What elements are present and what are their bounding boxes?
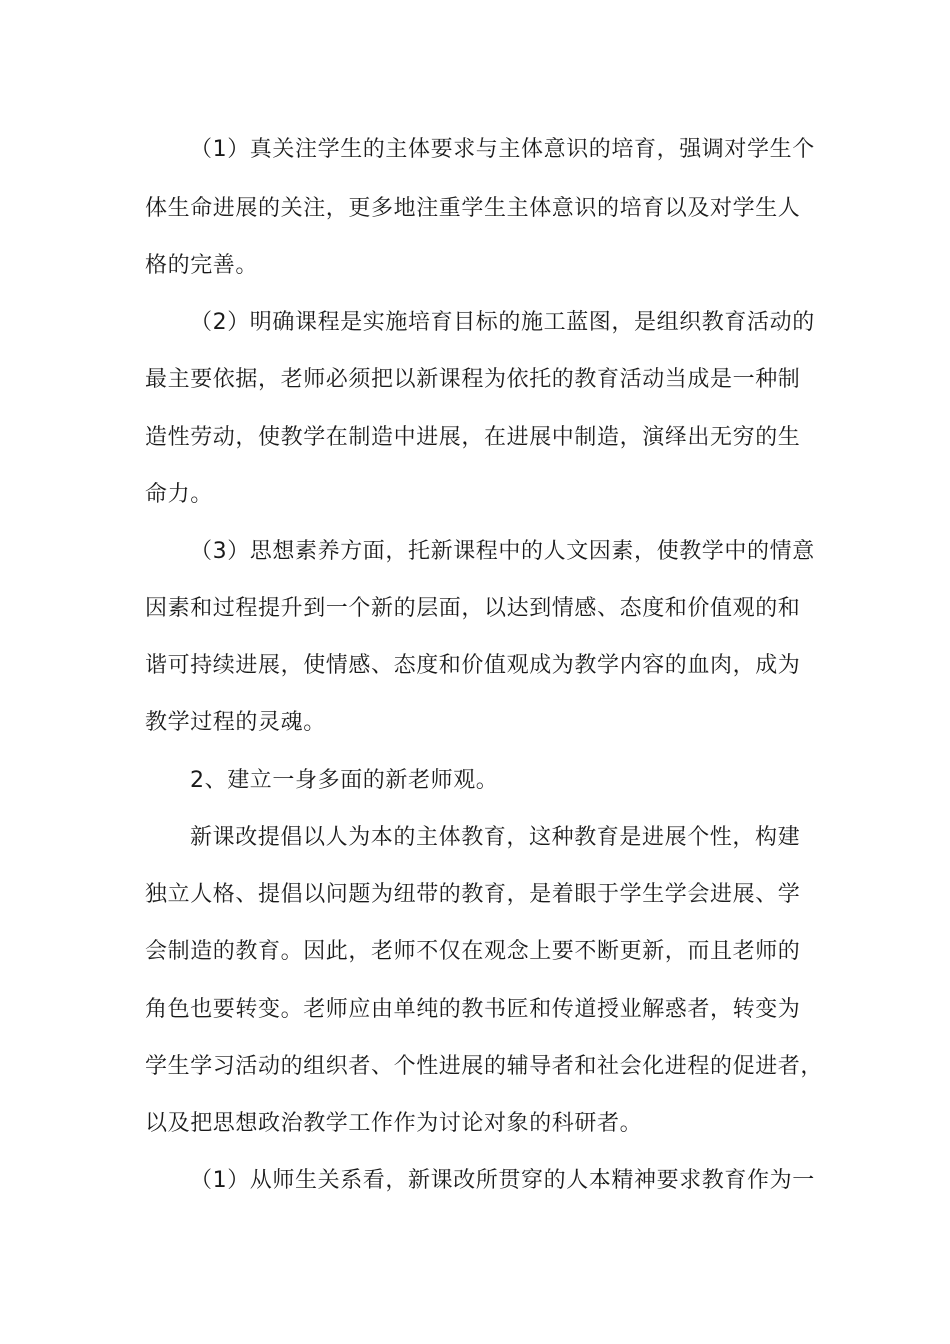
text-line: 因素和过程提升到一个新的层面，以达到情感、态度和价值观的和 — [145, 596, 801, 621]
text-line: 造性劳动，使教学在制造中进展，在进展中制造，演绎出无穷的生 — [145, 425, 801, 450]
text-line: 独立人格、提倡以问题为纽带的教育，是着眼于学生学会进展、学 — [145, 882, 801, 907]
text-line: 会制造的教育。因此，老师不仅在观念上要不断更新，而且老师的 — [145, 939, 801, 964]
text-line: 命力。 — [145, 482, 213, 507]
text-line: 以及把思想政治教学工作作为讨论对象的科研者。 — [145, 1111, 643, 1136]
text-line: （3）思想素养方面，托新课程中的人文因素，使教学中的情意 — [190, 539, 815, 564]
text-line: （1）真关注学生的主体要求与主体意识的培育，强调对学生个 — [190, 137, 815, 162]
text-line: 最主要依据，老师必须把以新课程为依托的教育活动当成是一种制 — [145, 367, 801, 392]
text-line: 学生学习活动的组织者、个性进展的辅导者和社会化进程的促进者， — [145, 1054, 824, 1079]
text-line: 谐可持续进展，使情感、态度和价值观成为教学内容的血肉，成为 — [145, 653, 801, 678]
text-line: 体生命进展的关注，更多地注重学生主体意识的培育以及对学生人 — [145, 196, 801, 221]
text-line: （1）从师生关系看，新课改所贯穿的人本精神要求教育作为一 — [190, 1168, 815, 1193]
text-line: 新课改提倡以人为本的主体教育，这种教育是进展个性，构建 — [190, 825, 801, 850]
text-line: 角色也要转变。老师应由单纯的教书匠和传道授业解惑者，转变为 — [145, 997, 801, 1022]
section-heading: 2、建立一身多面的新老师观。 — [190, 768, 499, 793]
text-line: （2）明确课程是实施培育目标的施工蓝图，是组织教育活动的 — [190, 310, 815, 335]
text-line: 格的完善。 — [145, 253, 259, 278]
text-line: 教学过程的灵魂。 — [145, 710, 326, 735]
